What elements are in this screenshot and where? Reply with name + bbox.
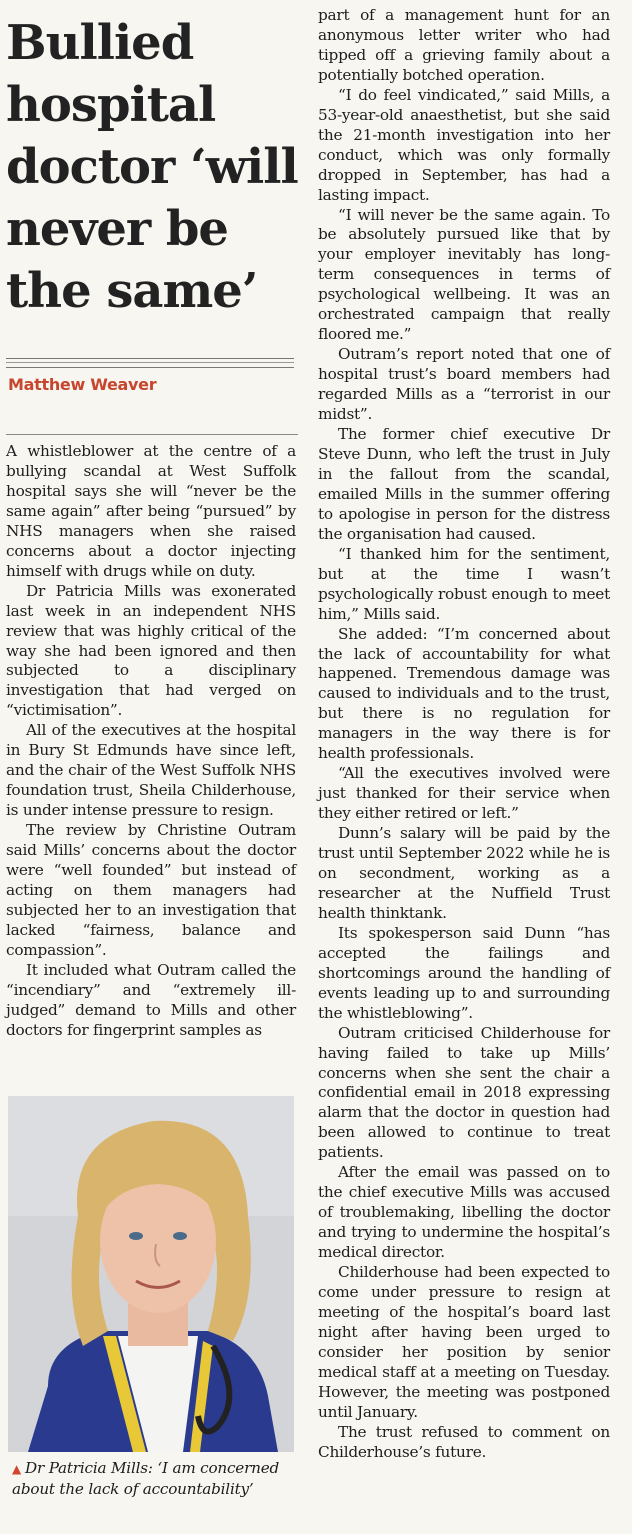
body-paragraph: The review by Christine Outram said Mills’ concerns about the doctor were “well founded” but instead of acting on them managers had subjected her to an investigation that lacked “fairness, balance and compassion”. xyxy=(6,821,296,959)
photo-caption xyxy=(12,1458,302,1499)
byline-separator xyxy=(6,434,298,435)
body-paragraph: All of the executives at the hospital in Bury St Edmunds have since left, and the chair of the West Suffolk NHS foundation trust, Sheila Childerhouse, is under intense pressure to resign. xyxy=(6,721,296,820)
body-paragraph: Childerhouse had been expected to come under pressure to resign at meeting of the hospital’s board last night after having been urged to consider her position by senior medical staff at a meeting on Tuesday. However, the meeting was postponed until January. xyxy=(318,1263,610,1421)
body-paragraph: Outram’s report noted that one of hospital trust’s board members had regarded Mills as a “terrorist in our midst”. xyxy=(318,345,610,424)
body-paragraph: She added: “I’m concerned about the lack of accountability for what happened. Tremendous damage was caused to individuals and to the trust, but there is no regulation for managers in the way there is for health professionals. xyxy=(318,624,610,763)
headline-block xyxy=(6,8,298,322)
portrait-photo xyxy=(8,1096,294,1452)
portrait-illustration xyxy=(8,1096,294,1452)
body-paragraph: The former chief executive Dr Steve Dunn, who left the trust in July in the fallout from the scandal, emailed Mills in the summer offering to apologise in person for the distress the organisation had caused. xyxy=(318,425,610,543)
body-paragraph: Its spokesperson said Dunn “has accepted the failings and shortcomings around the handling of events leading up to and surrounding the whistleblowing”. xyxy=(318,923,610,1022)
body-paragraph: Dunn’s salary will be paid by the trust until September 2022 while he is on secondment, working as a researcher at the Nuffield Trust health thinktank. xyxy=(318,824,610,922)
body-paragraph: “I do feel vindicated,” said Mills, a 53-year-old anaesthetist, but she said the 21-month investigation into her conduct, which was only formally dropped in September, has had a lasting impact. xyxy=(318,85,610,204)
headline: Bullied hospital doctor ‘will never be the same’ xyxy=(6,15,298,319)
body-column-right xyxy=(318,6,610,1463)
body-paragraph: “All the executives involved were just thanked for their service when they either retired or left.” xyxy=(318,764,610,823)
body-paragraph: “I will never be the same again. To be absolutely pursued like that by your employer inevitably has long-term consequences in terms of psychological wellbeing. It was an orchestrated campaign that really floored me.” xyxy=(318,205,610,344)
triangle-up-icon: ▲ xyxy=(12,1462,22,1476)
byline: Matthew Weaver xyxy=(8,375,157,394)
body-paragraph: After the email was passed on to the chief executive Mills was accused of troublemaking, libelling the doctor and trying to undermine the hospital’s medical director. xyxy=(318,1163,610,1262)
body-paragraph: The trust refused to comment on Childerhouse’s future. xyxy=(318,1422,610,1461)
body-paragraph: Dr Patricia Mills was exonerated last week in an independent NHS review that was highly critical of the way she had been ignored and then subjected to a disciplinary investigation that had verged on “victimisation”. xyxy=(6,581,296,720)
body-paragraph: A whistleblower at the centre of a bullying scandal at West Suffolk hospital says she will “never be the same again” after being “pursued” by NHS managers when she raised concerns about a doctor injecting himself with drugs while on duty. xyxy=(6,442,296,580)
body-paragraph: “I thanked him for the sentiment, but at the time I wasn’t psychologically robust enough to meet him,” Mills said. xyxy=(318,544,610,623)
byline-rule xyxy=(6,358,294,368)
body-column-left xyxy=(6,442,296,1041)
body-paragraph: part of a management hunt for an anonymous letter writer who had tipped off a grieving family about a potentially botched operation. xyxy=(318,6,610,84)
body-paragraph: It included what Outram called the “incendiary” and “extremely ill-judged” demand to Mills and other doctors for fingerprint samples as xyxy=(6,960,296,1039)
caption-text: Dr Patricia Mills: ‘I am concerned about the lack of accountability’ xyxy=(12,1459,280,1498)
body-paragraph: Outram criticised Childerhouse for having failed to take up Mills’ concerns when she sent the chair a confidential email in 2018 expressing alarm that the doctor in question had been allowed to continue to treat patients. xyxy=(318,1023,610,1162)
